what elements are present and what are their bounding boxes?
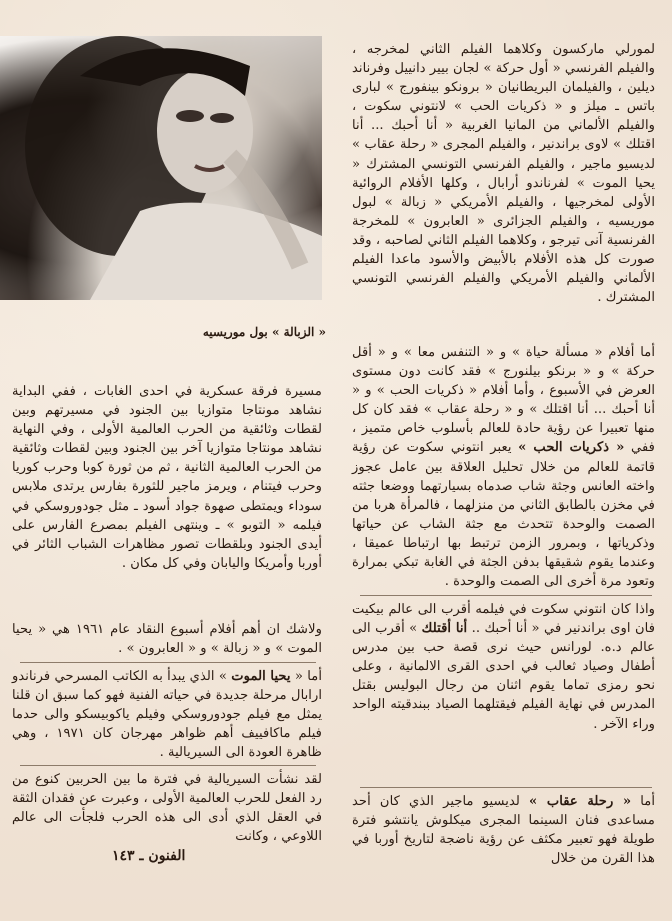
left-column-block-4 — [12, 770, 322, 846]
paragraph: لقد نشأت السيريالية في فترة ما بين الحربين كنوع من رد الفعل للحرب العالمية الأولى ، وعبرت عن فقدان الثقة في العقل الذي أدى الى هذه الحرب فلجأت الى عالم اللاوعي ، وكانت — [12, 772, 322, 845]
left-column-block-1 — [12, 382, 322, 573]
right-column-block-2 — [352, 343, 655, 591]
portrait-illustration — [0, 36, 322, 300]
paragraph: مسيرة فرقة عسكرية في احدى الغابات ، ففي البداية نشاهد مونتاجا متوازيا بين الجنود في مسيرتهم وبين لقطات وثائقية من الحرب العالمية الأولى ، وفي النهاية نشاهد مونتاجا متوازيا آخر بين الجنود وبين لقطات وثائقية من الحرب العالمية الثانية ، ثم من ثورة كوبا وحرب كوريا وحرب فيتنام ، ويرمز ماجير للثورة بفارس يرتدى ملابس سوداء ويمتطى صهوة جواد أسود ـ مثل جودوروسكي في فيلمه « التوبو » ـ وينتهى الفيلم بمصرع الفارس على أيدى الجنود وبلقطات تصور مظاهرات الشباب الثائر في أوربا وأمريكا واليابان وفي كل مكان . — [12, 384, 322, 571]
divider — [20, 765, 316, 766]
divider — [360, 787, 652, 788]
film-title-i-love-you-i-kill-you: أنا أقتلك — [421, 621, 468, 637]
right-column-block-4 — [352, 792, 655, 868]
film-title-long-live-death: يحيا الموت — [231, 669, 291, 684]
page-footer: الفنون ـ ١٤٣ — [112, 848, 186, 864]
paragraph: واذا كان انتوني سكوت في فيلمه أقرب الى عالم بيكيت فان اوى براندنير في « أنا أحبك .. أنا أقتلك » أقرب الى عالم د.ه. لورانس حيث نرى قصة حب بين مدرس أطفال وصياد ثعالب في احدى القرى الالمانية ، وعلى نحو رمزى تماما يقوم اثنان من رجال البوليس بقتل المدرس في نهاية الفيلم فيقتلهما الصياد ببندقيته الواحد وراء الآخر . — [352, 602, 656, 732]
film-title-punitive-journey: « رحلة عقاب » — [529, 794, 632, 809]
paragraph: أما « يحيا الموت » الذي يبدأ به الكاتب المسرحي فرناندو ارابال مرحلة جديدة في حياته الفنية فهو كما سبق ان قلنا يمثل مع فيلم جودوروسكي وفيلم ياكوبيسكو والى حدما فيلم ماكافييف أهم ظواهر مهرجان كان ١٩٧١ ، وهي ظاهرة العودة الى السيريالية . — [12, 669, 322, 761]
left-column-block-3 — [12, 667, 322, 762]
divider — [360, 595, 652, 596]
film-title-memories-of-love: « ذكريات الحب » — [518, 440, 625, 456]
paragraph: ولاشك ان أهم أفلام أسبوع النقاد عام ١٩٦١ هي « يحيا الموت » و « زبالة » و « العابرون » . — [12, 622, 322, 657]
divider — [20, 662, 316, 663]
right-column-block-3 — [352, 600, 655, 734]
paragraph: لمورلي ماركسون وكلاهما الفيلم الثاني لمخرجه ، والفيلم الفرنسي « أول حركة » لجان بيير دانييل وفرناند ديلين ، والفيلمان البريطانيان « برونكو بينفورج » لبارى باتس ـ ميلز و « ذكريات الحب » لانتوني سكوت ، والفيلم الألماني من المانيا الغربية « أنا أحبك ... أنا اقتلك » لاوى براندنير ، والفيلم المجرى « رحلة عقاب » لديسيو ماجير ، والفيلم الفرنسي التونسي المشترك « يحيا الموت » لفرناندو أرابال ، وكلها الأفلام الروائية الأولى لمخرجيها ، والفيلم الأمريكي « زبالة » لبول موريسيه ، والفيلم الجزائرى « العابرون » للمخرجة الفرنسية آنى تيرجو ، وكلاهما الفيلم الثاني لصاحبه ، وقد صورت كل هذه الأفلام بالأبيض والأسود ماعدا الفيلم الألماني والفيلم الأمريكي والفيلم الفرنسي التونسي المشترك . — [352, 42, 655, 306]
photo-caption: « الزبالة » بول موريسيه — [202, 325, 326, 339]
left-column-block-2 — [12, 620, 322, 658]
right-column-block-1 — [352, 40, 655, 307]
paragraph: أما « رحلة عقاب » لديسيو ماجير الذي كان أحد مساعدى فنان السينما المجرى ميكلوش يانتشو فترة طويلة فهو تعبير مكثف عن رؤية ناضجة لتاريخ أوربا في هذا القرن من خلال — [352, 794, 655, 867]
portrait-photo — [0, 36, 322, 300]
paragraph: أما أفلام « مسألة حياة » و « التنفس معا » و « أقل حركة » و « برنكو بيلنورج » فقد كانت دون مستوى العرض في الأسبوع ، وأما أفلام « ذكريات الحب » و « أنا أحبك ... أنا اقتلك » و « رحلة عقاب » فقد كان كل منها تعبيرا عن رؤية حادة للعالم بأسلوب خاص متميز ، ففي « ذكريات الحب » يعبر انتوني سكوت عن رؤية قاتمة للعالم من خلال تحليل العلاقة بين عامل عجوز واخته العانس وجثة شاب صدماه بسيارتهما ووضعا جثته في مخزن بالطابق الثاني من منزلهما ، فالمرأة هربا من الصمت والوحدة تتحدث مع جثة الشاب عن حياتها وذكرياتها ، وبمرور الزمن ترتبط بها ارتباطا عميقا ، وعندما يقوم شقيقها بدفن الجثة في الغابة تبكي بمرارة وتعود مرة أخرى الى الصمت والوحدة . — [352, 345, 655, 590]
